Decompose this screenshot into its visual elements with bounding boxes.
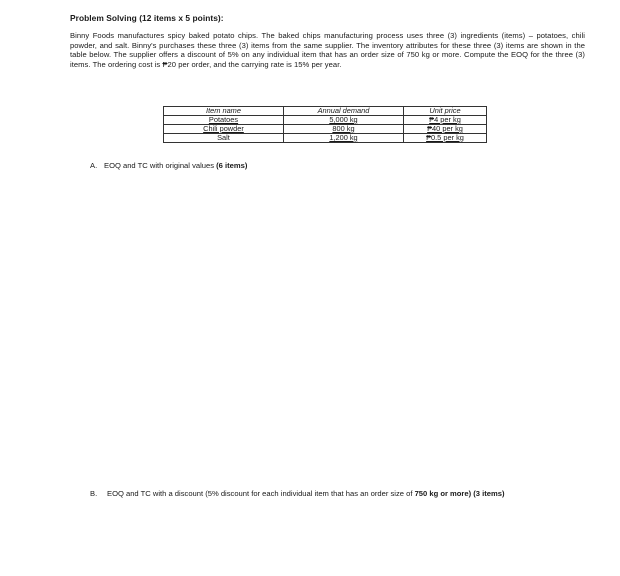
part-b-text: EOQ and TC with a discount (5% discount for each individual item that has an order size of: [107, 489, 415, 498]
cell-item-name: Potatoes: [164, 115, 284, 124]
question-part-a: [90, 161, 247, 170]
table-row: [164, 115, 487, 124]
part-a-text: EOQ and TC with original values: [104, 161, 217, 170]
part-b-items: (3 items): [473, 489, 505, 498]
inventory-attributes-table: [163, 106, 487, 143]
question-part-b: [90, 489, 590, 499]
cell-item-name: Chili powder: [164, 124, 284, 133]
header-item-name: Item name: [164, 107, 284, 116]
part-b-letter: B.: [90, 489, 98, 498]
cell-annual-demand: 1,200 kg: [284, 133, 404, 142]
header-annual-demand: Annual demand: [284, 107, 404, 116]
cell-annual-demand: 5,000 kg: [284, 115, 404, 124]
problem-title: Problem Solving (12 items x 5 points):: [70, 13, 224, 23]
part-a-letter: A.: [90, 161, 98, 170]
cell-item-name: Salt: [164, 133, 284, 142]
table-row: [164, 124, 487, 133]
part-a-items: (6 items): [216, 161, 248, 170]
part-b-body: [107, 489, 505, 499]
cell-unit-price: ₱40 per kg: [404, 124, 487, 133]
header-unit-price: Unit price: [404, 107, 487, 116]
problem-paragraph: Binny Foods manufactures spicy baked potato chips. The baked chips manufacturing process uses three (3) ingredients (items) – potatoes, chili powder, and salt. Binny's purchases these three (3) items from the same supplier. The inventory attributes for these three (3) items are shown in the table below. The supplier offers a discount of 5% on any individual item that has an order size of 750 kg or more. Compute the EOQ for the three (3) items. The ordering cost is ₱20 per order, and the carrying rate is 15% per year.: [70, 31, 585, 69]
cell-unit-price: ₱0.5 per kg: [404, 133, 487, 142]
cell-annual-demand: 800 kg: [284, 124, 404, 133]
table-row: [164, 133, 487, 142]
part-b-condition: 750 kg or more): [414, 489, 472, 498]
cell-unit-price: ₱4 per kg: [404, 115, 487, 124]
